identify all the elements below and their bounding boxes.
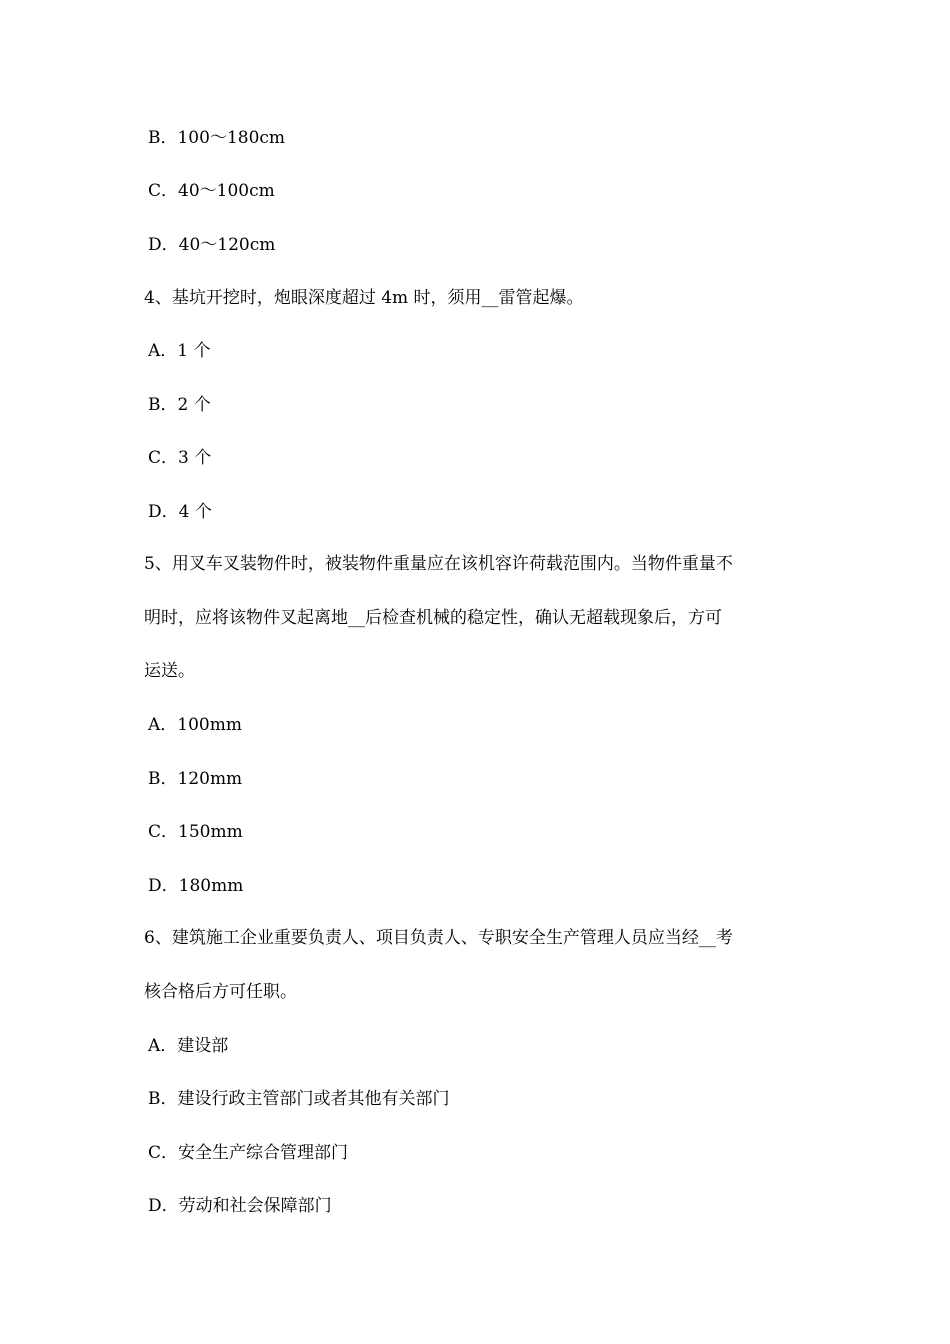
q5-option-d: D．180mm [148,876,244,896]
q6-stem-line-1: 6、建筑施工企业重要负责人、项目负责人、专职安全生产管理人员应当经__考 [144,928,733,948]
q5-option-c: C．150mm [148,822,243,842]
q4-option-b: B．2 个 [148,395,211,415]
q6-option-d: D．劳动和社会保障部门 [148,1196,332,1216]
q4-option-a: A．1 个 [148,341,211,361]
q6-option-b: B．建设行政主管部门或者其他有关部门 [148,1089,450,1109]
q4-stem: 4、基坑开挖时，炮眼深度超过 4m 时，须用__雷管起爆。 [144,288,584,308]
q4-option-d: D．4 个 [148,502,212,522]
q3-option-b: B．100～180cm [148,128,286,148]
q4-option-c: C．3 个 [148,448,212,468]
q5-stem-line-3: 运送。 [144,661,195,681]
q3-option-d: D．40～120cm [148,235,276,255]
q6-stem-line-2: 核合格后方可任职。 [144,982,297,1002]
q5-stem-line-1: 5、用叉车叉装物件时，被装物件重量应在该机容许荷载范围内。当物件重量不 [144,554,733,574]
q5-stem-line-2: 明时，应将该物件叉起离地__后检查机械的稳定性，确认无超载现象后，方可 [144,608,722,628]
q6-option-c: C．安全生产综合管理部门 [148,1143,349,1163]
q5-option-a: A．100mm [148,715,242,735]
q3-option-c: C．40～100cm [148,181,275,201]
q6-option-a: A．建设部 [148,1036,229,1056]
q5-option-b: B．120mm [148,769,243,789]
